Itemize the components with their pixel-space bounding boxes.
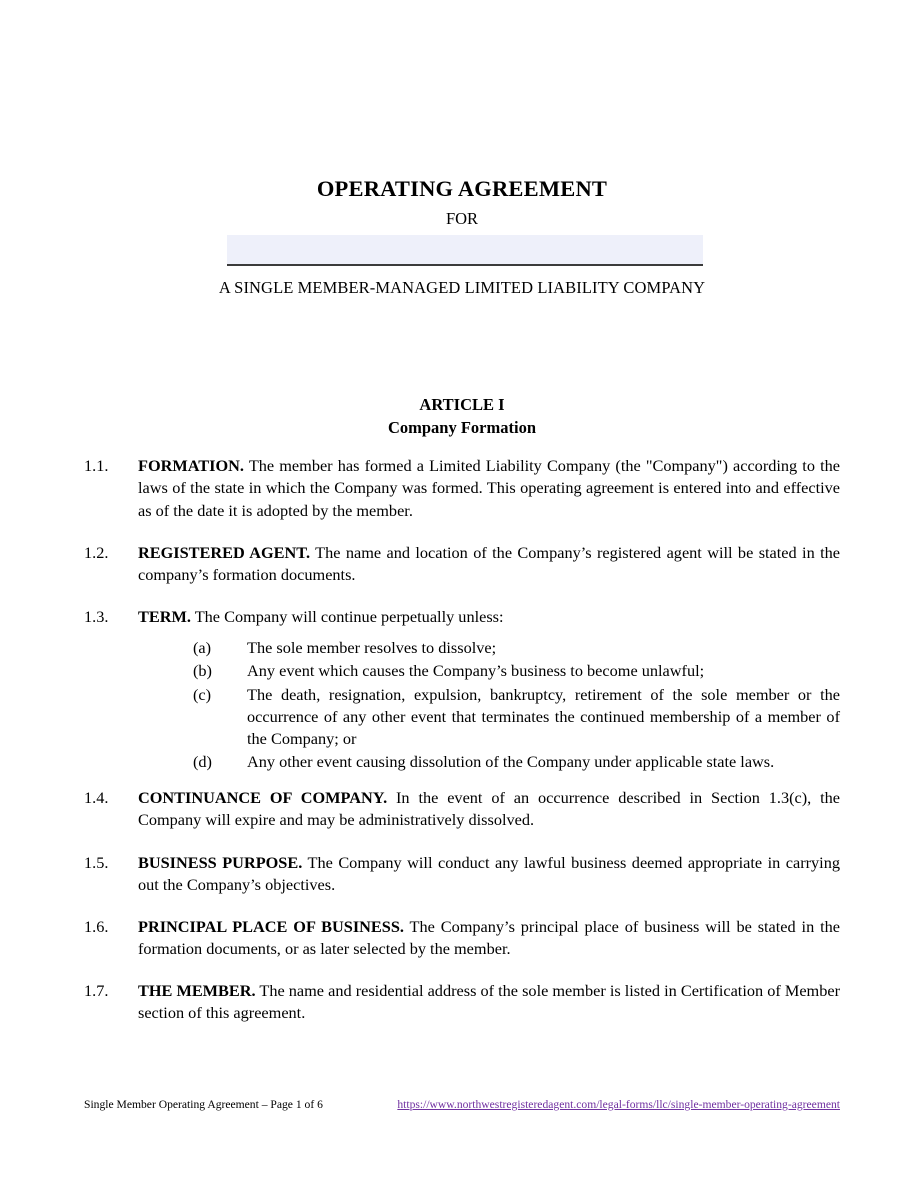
section-1-6 bbox=[84, 916, 840, 960]
section-heading: TERM. bbox=[138, 607, 191, 627]
article-subtitle: Company Formation bbox=[387, 417, 537, 437]
section-1-7 bbox=[84, 980, 840, 1024]
for-label: FOR bbox=[445, 209, 479, 229]
company-name-input[interactable] bbox=[227, 235, 703, 266]
section-1-5 bbox=[84, 852, 840, 896]
list-item-label: Any other event causing dissolution of the Company under applicable state laws. bbox=[247, 752, 775, 772]
sections-list bbox=[84, 455, 840, 1024]
section-number: 1.3. bbox=[84, 607, 109, 627]
section-number: 1.5. bbox=[84, 852, 109, 872]
section-1-3 bbox=[84, 606, 840, 628]
section-body: The Company will continue perpetually unless: bbox=[190, 607, 504, 627]
title-block bbox=[84, 0, 840, 298]
section-number: 1.6. bbox=[84, 916, 109, 936]
section-body: The name and residential address of the sole member is listed in Certification of Member section of this agreement. bbox=[138, 981, 840, 1023]
section-number: 1.1. bbox=[84, 456, 109, 476]
list-item-label: Any event which causes the Company’s business to become unlawful; bbox=[247, 661, 705, 681]
article-number: ARTICLE I bbox=[419, 394, 505, 414]
list-item-marker: (b) bbox=[193, 661, 212, 681]
list-item bbox=[193, 637, 840, 659]
article-heading-block bbox=[84, 394, 840, 440]
section-heading: CONTINUANCE OF COMPANY. bbox=[138, 788, 388, 808]
section-1-1 bbox=[84, 455, 840, 521]
section-1-4 bbox=[84, 787, 840, 831]
list-item-marker: (a) bbox=[193, 638, 212, 658]
section-heading: FORMATION. bbox=[138, 456, 244, 476]
list-item-label: The sole member resolves to dissolve; bbox=[247, 638, 497, 658]
footer-source-link[interactable]: https://www.northwestregisteredagent.com/legal-forms/llc/single-member-operating-agreement bbox=[397, 1098, 840, 1111]
section-number: 1.2. bbox=[84, 542, 109, 562]
section-body: The name and location of the Company’s registered agent will be stated in the company’s formation documents. bbox=[138, 542, 841, 584]
section-heading: REGISTERED AGENT. bbox=[138, 542, 311, 562]
section-body: The Company’s principal place of business will be stated in the formation documents, or as later selected by the member. bbox=[138, 916, 840, 958]
page-footer bbox=[84, 1097, 840, 1112]
section-number: 1.4. bbox=[84, 788, 109, 808]
company-name-field-wrapper bbox=[227, 235, 697, 266]
section-body: In the event of an occurrence described in Section 1.3(c), the Company will expire and may be administratively dissolved. bbox=[138, 788, 840, 830]
list-item-marker: (d) bbox=[193, 752, 212, 772]
section-body: The member has formed a Limited Liability Company (the "Company") according to the laws of the state in which the Company was formed. This operating agreement is entered into and effective as of the date it is adopted by the member. bbox=[138, 456, 840, 520]
section-heading: THE MEMBER. bbox=[138, 981, 256, 1001]
document-subtitle: A SINGLE MEMBER-MANAGED LIMITED LIABILITY COMPANY bbox=[218, 277, 706, 297]
section-heading: BUSINESS PURPOSE. bbox=[138, 852, 303, 872]
section-1-2 bbox=[84, 542, 840, 586]
document-title: OPERATING AGREEMENT bbox=[316, 176, 608, 201]
list-item-marker: (c) bbox=[193, 684, 212, 704]
section-body: The Company will conduct any lawful business deemed appropriate in carrying out the Company’s objectives. bbox=[138, 852, 840, 894]
list-item bbox=[193, 751, 840, 773]
footer-page-label: Single Member Operating Agreement – Page 1 of 6 bbox=[84, 1098, 323, 1111]
section-number: 1.7. bbox=[84, 981, 109, 1001]
list-item-label: The death, resignation, expulsion, bankruptcy, retirement of the sole member or the occurrence of any other event that terminates the continued membership of a member of the Company; or bbox=[247, 684, 840, 748]
section-heading: PRINCIPAL PLACE OF BUSINESS. bbox=[138, 916, 404, 936]
list-item bbox=[193, 684, 840, 750]
document-body bbox=[84, 0, 840, 1024]
list-item bbox=[193, 660, 840, 682]
term-sublist bbox=[84, 637, 840, 773]
